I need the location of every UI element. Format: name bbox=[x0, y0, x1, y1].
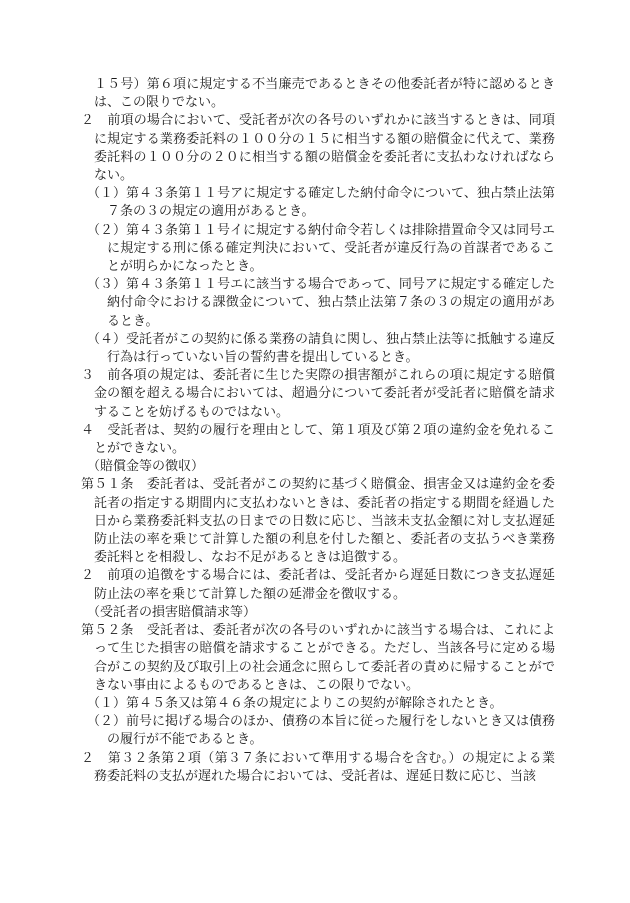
article-51: 第５１条 委託者は、受託者がこの契約に基づく賠償金、損害金又は違約金を委託者の指定する期間内に支払わないときは、委託者の指定する期間を経過した日から業務委託料支払の日までの日数に応じ、当該未支払金額に対し支払遅延防止法の率を乗じて計算した額の利息を付した額と、委託者の支払うべき業務委託料とを相殺し、なお不足があるときは追徴する。 bbox=[81, 477, 555, 566]
caption-article52: （受託者の損害賠償請求等） bbox=[87, 604, 257, 620]
subitem-4: （４）受託者がこの契約に係る業務の請負に関し、独占禁止法等に抵触する違反行為は行っていない旨の誓約書を提出しているとき。 bbox=[87, 331, 556, 366]
subitem-1: （１）第４３条第１１号アに規定する確定した納付命令について、独占禁止法第７条の３の規定の適用があるとき。 bbox=[87, 186, 555, 220]
document-page bbox=[81, 76, 555, 786]
article52-subitem-1: （１）第４５条又は第４６条の規定によりこの契約が解除されたとき。 bbox=[87, 695, 503, 711]
caption-article51: （賠償金等の徴収） bbox=[87, 459, 205, 475]
paragraph-article52-item2: ２ 第３２条第２項（第３７条において準用する場合を含む。）の規定による業務委託料の支払が遅れた場合においては、受託者は、遅延日数に応じ、当該 bbox=[81, 750, 555, 784]
paragraph-article51-item2: ２ 前項の追徴をする場合には、委託者は、受託者から遅延日数につき支払遅延防止法の率を乗じて計算した額の延滞金を徴収する。 bbox=[81, 568, 555, 602]
paragraph-continuation: １５号）第６項に規定する不当廉売であるときその他委託者が特に認めるときは、この限りでない。 bbox=[94, 77, 555, 111]
paragraph-article50-item2: ２ 前項の場合において、受託者が次の各号のいずれかに該当するときは、同項に規定する業務委託料の１００分の１５に相当する額の賠償金に代えて、業務委託料の１００分の２０に相当する額の賠償金を委託者に支払わなければならない。 bbox=[81, 113, 555, 184]
article52-subitem-2: （２）前号に掲げる場合のほか、債務の本旨に従った履行をしないとき又は債務の履行が不能であるとき。 bbox=[87, 714, 556, 748]
paragraph-article50-item3: ３ 前各項の規定は、委託者に生じた実際の損害額がこれらの項に規定する賠償金の額を超える場合においては、超過分について委託者が受託者に賠償を請求することを妨げるものではない。 bbox=[81, 368, 555, 420]
paragraph-article50-item4: ４ 受託者は、契約の履行を理由として、第１項及び第２項の違約金を免れることができない。 bbox=[81, 422, 555, 457]
subitem-3: （３）第４３条第１１号エに該当する場合であって、同号アに規定する確定した納付命令における課徴金について、独占禁止法第７条の３の規定の適用があるとき。 bbox=[87, 277, 555, 329]
subitem-2: （２）第４３条第１１号イに規定する納付命令若しくは排除措置命令又は同号エに規定する刑に係る確定判決において、受託者が違反行為の首謀者であることが明らかになったとき。 bbox=[87, 222, 556, 275]
article-52: 第５２条 受託者は、委託者が次の各号のいずれかに該当する場合は、これによって生じた損害の賠償を請求することができる。ただし、当該各号に定める場合がこの契約及び取引上の社会通念に照らして委託者の責めに帰することができない事由によるものであるときは、この限りでない。 bbox=[81, 623, 555, 693]
